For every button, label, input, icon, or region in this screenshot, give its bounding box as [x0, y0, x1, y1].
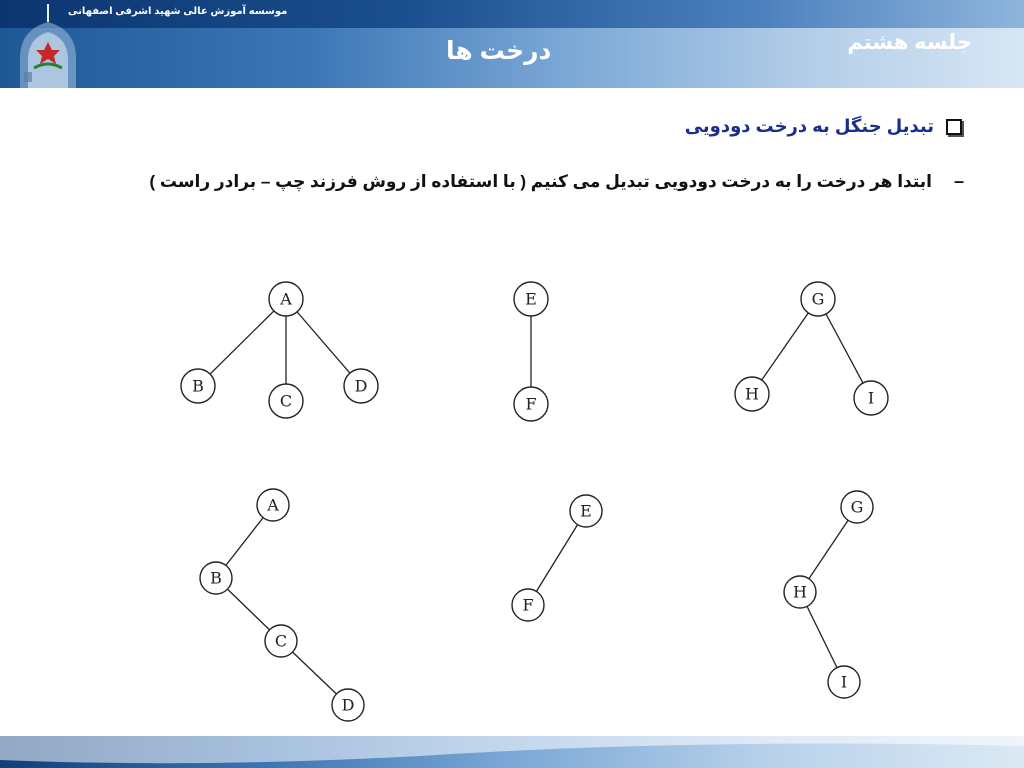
svg-text:E: E: [580, 501, 592, 521]
page-title: درخت ها: [446, 37, 552, 65]
svg-text:C: C: [279, 391, 293, 411]
node-F: [514, 387, 548, 421]
node-E: [570, 495, 602, 527]
node-C: [265, 625, 297, 657]
node-A: [257, 489, 289, 521]
footer-wave: [0, 736, 1024, 768]
node-D: [332, 689, 364, 721]
binary-tree-2: [512, 495, 602, 621]
node-E: [514, 282, 548, 316]
node-H: [784, 576, 816, 608]
forest-tree-1: [181, 282, 378, 418]
svg-text:I: I: [867, 388, 875, 408]
svg-text:G: G: [811, 289, 825, 309]
node-D: [344, 369, 378, 403]
svg-text:G: G: [850, 497, 864, 517]
sub-bullet-text: ابتدا هر درخت را به درخت دودویی تبدیل می کنیم ( با استفاده از روش فرزند چپ – برادر راست ): [149, 171, 932, 191]
svg-text:C: C: [274, 631, 288, 651]
svg-text:A: A: [280, 289, 292, 309]
node-F: [512, 589, 544, 621]
bullet-text: تبدیل جنگل به درخت دودویی: [684, 116, 934, 136]
svg-text:H: H: [745, 384, 759, 404]
svg-text:H: H: [793, 582, 807, 602]
svg-text:B: B: [210, 568, 222, 588]
node-B: [200, 562, 232, 594]
node-H: [735, 377, 769, 411]
svg-text:D: D: [341, 695, 355, 715]
binary-tree-1: [200, 489, 364, 721]
node-A: [269, 282, 303, 316]
node-G: [801, 282, 835, 316]
node-C: [269, 384, 303, 418]
node-G: [841, 491, 873, 523]
node-B: [181, 369, 215, 403]
svg-text:F: F: [525, 394, 537, 414]
svg-text:A: A: [267, 495, 279, 515]
institute-name: موسسه آموزش عالی شهید اشرفی اصفهانی: [68, 6, 288, 17]
edge-A-B: [198, 299, 286, 386]
binary-tree-3: [784, 491, 873, 698]
svg-text:D: D: [354, 376, 368, 396]
svg-text:E: E: [525, 289, 537, 309]
svg-text:B: B: [192, 376, 204, 396]
node-I: [828, 666, 860, 698]
session-label: جلسه هشتم: [847, 31, 972, 54]
node-I: [854, 381, 888, 415]
dash-bullet: –: [953, 171, 964, 191]
svg-text:I: I: [840, 672, 848, 692]
forest-tree-3: [735, 282, 888, 415]
forest-tree-2: [514, 282, 548, 421]
svg-text:F: F: [522, 595, 534, 615]
